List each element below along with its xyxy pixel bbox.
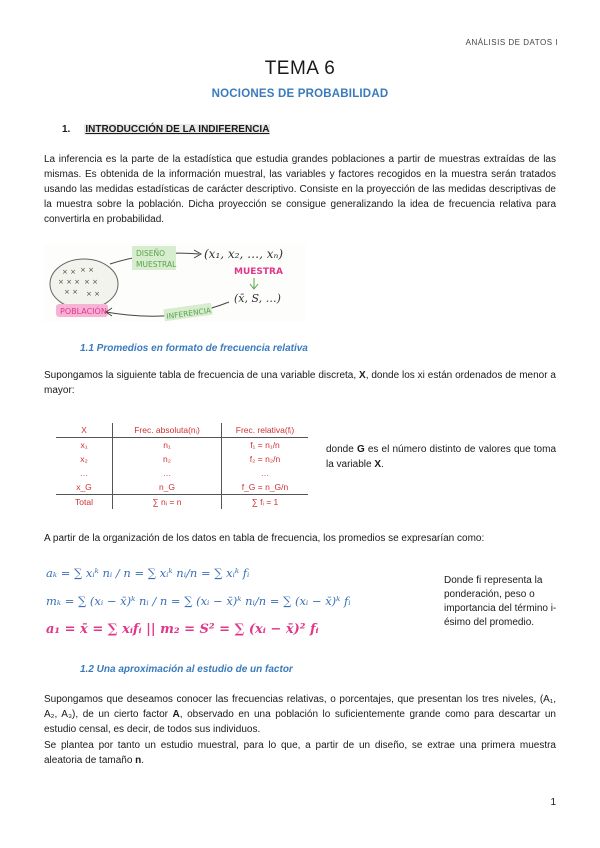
table-row: x₂ n₂ f₂ = n₂/n xyxy=(80,454,281,464)
section-title: INTRODUCCIÓN DE LA INDIFERENCIA xyxy=(85,124,270,135)
svg-text:× ×: × × xyxy=(80,266,94,274)
table-row: x₁ n₁ f₁ = n₁/n xyxy=(56,438,308,453)
diagram-poblacion: POBLACIÓN xyxy=(60,307,107,316)
svg-text:× ×: × × xyxy=(86,290,100,298)
table-row: … … … xyxy=(79,468,270,478)
page-title: TEMA 6 xyxy=(264,58,336,79)
svg-text:× × ×: × × × xyxy=(58,278,81,286)
course-header: ANÁLISIS DE DATOS I xyxy=(465,38,558,47)
factor-paragraph: Supongamos que deseamos conocer las frecuencias relativas, o porcentajes, que presentan los tres niveles, (A₁, A₂, A₃), de un cierto factor A, observado en una población lo suficientemente grande como para descartar un estudio censal, es decir, de todos sus individuos. xyxy=(44,694,556,735)
subsection-1-2: 1.2 Una aproximación al estudio de un factor xyxy=(80,664,293,675)
table-intro-paragraph: Supongamos la siguiente tabla de frecuencia de una variable discreta, X, donde los xi están ordenados de menor a mayor: xyxy=(44,370,556,396)
inference-diagram xyxy=(44,244,306,322)
formula-note: Donde fi representa la ponderación, peso o importancia del término i-ésimo del promedio. xyxy=(444,575,557,628)
intro-paragraph: La inferencia es la parte de la estadística que estudia grandes poblaciones a partir de muestras extraídas de las mismas. Es obtenida de la información muestral, las variables y factores recogidos en la muestra serán tratados usando las medidas estadísticas de carácter descriptivo. Consiste en la proyección de las medidas descriptivas de la muestra sobre la población. Dicha proyección se consigue generalizando la idea de frecuencia relativa para convertirla en probabilidad. xyxy=(44,154,556,225)
table-row: x_G n_G f_G = n_G/n xyxy=(56,480,308,495)
svg-text:× ×: × × xyxy=(62,268,76,276)
formula-a1-m2: a₁ = x̄ = ∑ xᵢfᵢ || m₂ = S² = ∑ (xᵢ − x̄)² fᵢ xyxy=(46,622,319,637)
svg-text:× ×: × × xyxy=(84,278,98,286)
diagram-stats-set: (x̄, S, …) xyxy=(234,292,281,305)
table-note: donde G es el número distinto de valores que toma la variable X. xyxy=(326,444,557,470)
table-header-rel: Frec. relativa(fᵢ) xyxy=(222,423,309,438)
diagram-diseno: DISEÑO xyxy=(136,249,166,258)
diagram-muestra: MUESTRA xyxy=(234,267,283,277)
diagram-inferencia: INFERENCIA xyxy=(165,305,212,322)
diagram-sample-set: (x₁, x₂, …, xₙ) xyxy=(204,247,284,261)
section-number: 1. xyxy=(62,124,71,135)
section-heading xyxy=(62,124,270,135)
diagram-muestral: MUESTRAL xyxy=(136,260,177,269)
svg-text:× ×: × × xyxy=(64,288,78,296)
subsection-1-1: 1.1 Promedios en formato de frecuencia relativa xyxy=(80,343,308,354)
table-header-x: X xyxy=(56,423,113,438)
muestra-paragraph: Se plantea por tanto un estudio muestral, para lo que, a partir de un diseño, se extrae una primera muestra aleatoria de tamaño n. xyxy=(44,740,556,766)
promedios-paragraph: A partir de la organización de los datos en tabla de frecuencia, los promedios se expresarían como: xyxy=(44,533,485,544)
table-total-row: Total ∑ nᵢ = n ∑ fᵢ = 1 xyxy=(56,495,308,510)
table-header-abs: Frec. absoluta(nᵢ) xyxy=(113,423,222,438)
frequency-table xyxy=(56,423,308,509)
formula-mk: mₖ = ∑ (xᵢ − x̄)ᵏ nᵢ / n = ∑ (xᵢ − x̄)ᵏ nᵢ/n = ∑ (xᵢ − x̄)ᵏ fᵢ xyxy=(46,594,351,608)
page-number: 1 xyxy=(550,797,556,808)
formula-ak: aₖ = ∑ xᵢᵏ nᵢ / n = ∑ xᵢᵏ nᵢ/n = ∑ xᵢᵏ fᵢ xyxy=(46,566,250,580)
page-subtitle: NOCIONES DE PROBABILIDAD xyxy=(211,88,389,100)
